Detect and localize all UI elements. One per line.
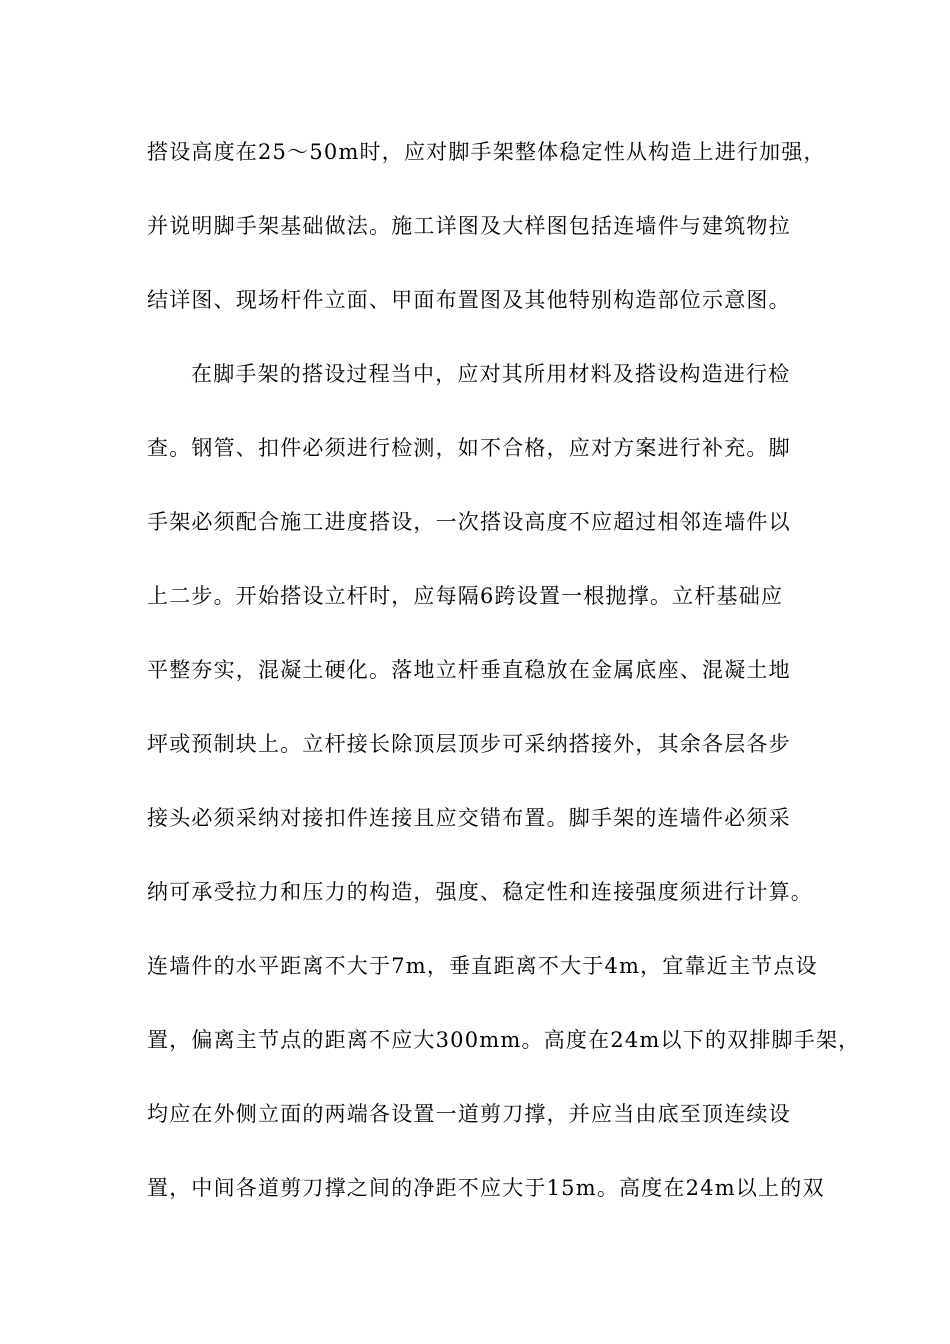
text-line: 均应在外侧立面的两端各设置一道剪刀撑，并应当由底至顶连续设: [147, 1102, 791, 1126]
text-line: 坪或预制块上。立杆接长除顶层顶步可采纳搭接外，其余各层各步: [147, 732, 791, 756]
text-line: 结详图、现场杆件立面、甲面布置图及其他特别构造部位示意图。: [147, 288, 791, 312]
text-line: 平整夯实，混凝土硬化。落地立杆垂直稳放在金属底座、混凝土地: [147, 658, 791, 682]
text-line: 手架必须配合施工进度搭设，一次搭设高度不应超过相邻连墙件以: [147, 510, 791, 534]
body-text: [147, 132, 861, 1242]
text-line: 并说明脚手架基础做法。施工详图及大样图包括连墙件与建筑物拉: [147, 214, 791, 238]
text-line: 接头必须采纳对接扣件连接且应交错布置。脚手架的连墙件必须采: [147, 806, 791, 830]
text-line: 查。钢管、扣件必须进行检测，如不合格，应对方案进行补充。脚: [147, 436, 791, 460]
text-line: 搭设高度在25～50m时，应对脚手架整体稳定性从构造上进行加强，: [147, 140, 826, 164]
text-line: 置，偏离主节点的距离不应大300mm。高度在24m以下的双排脚手架，: [147, 1028, 861, 1052]
text-line: 连墙件的水平距离不大于7m，垂直距离不大于4m，宜靠近主节点设: [147, 954, 818, 978]
text-line: 纳可承受拉力和压力的构造，强度、稳定性和连接强度须进行计算。: [147, 880, 813, 904]
text-line-paragraph-start: 在脚手架的搭设过程当中，应对其所用材料及搭设构造进行检: [191, 362, 791, 386]
text-line: 上二步。开始搭设立杆时，应每隔6跨设置一根抛撑。立杆基础应: [147, 584, 784, 608]
text-line: 置，中间各道剪刀撑之间的净距不应大于15m。高度在24m以上的双: [147, 1176, 825, 1200]
